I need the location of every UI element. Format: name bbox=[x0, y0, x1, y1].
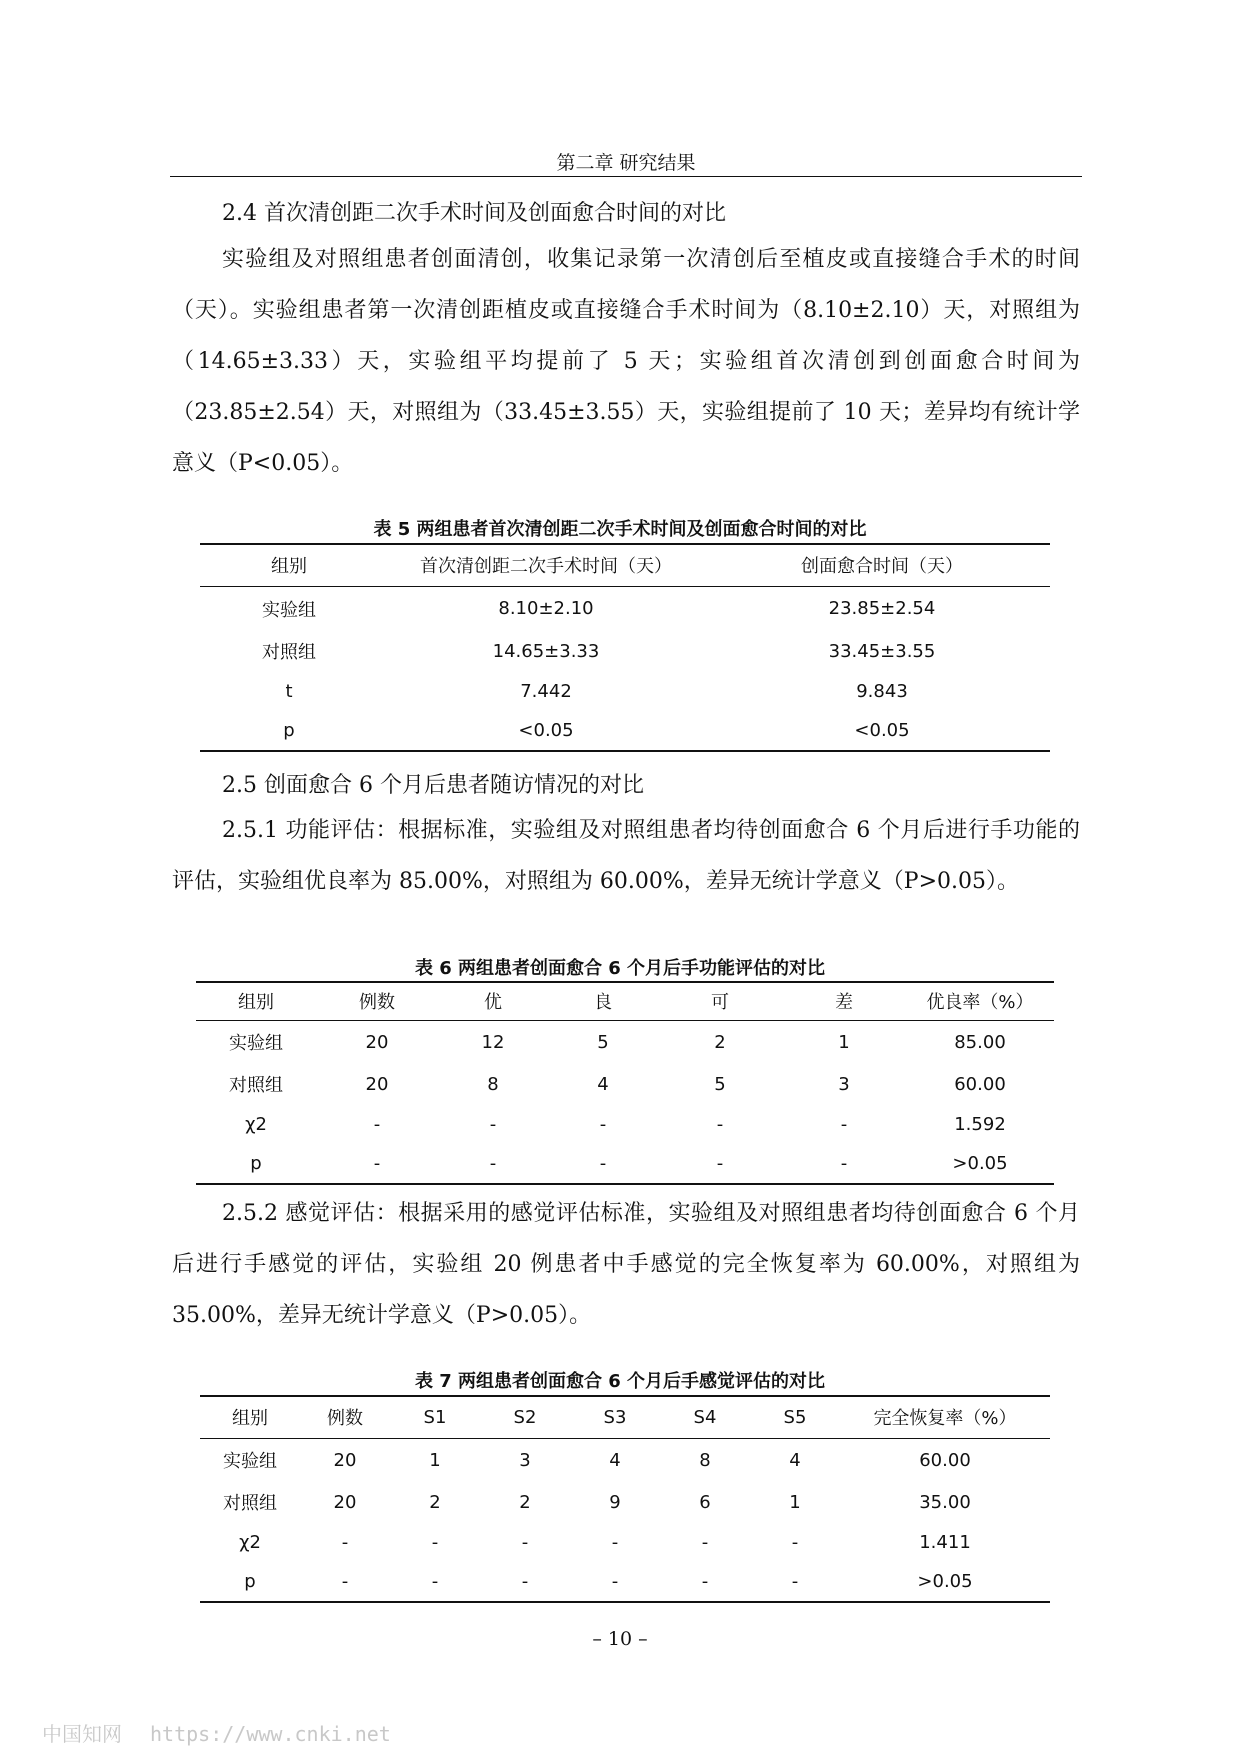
table-cell: 5 bbox=[597, 1031, 609, 1053]
table-cell: 9 bbox=[609, 1491, 621, 1513]
table-6-header-cell: 优 bbox=[438, 982, 548, 1020]
table-7-header-cell: 完全恢复率（%） bbox=[840, 1396, 1050, 1438]
table-cell: 20 bbox=[365, 1073, 389, 1095]
table-6-header-cell: 差 bbox=[782, 982, 906, 1020]
table-5-header-row bbox=[200, 544, 1050, 586]
page-number: – 10 – bbox=[592, 1628, 648, 1650]
table-cell: - bbox=[701, 1531, 709, 1553]
table-cell: - bbox=[431, 1571, 439, 1592]
table-row bbox=[196, 1064, 1054, 1104]
table-7-caption: 表 7 两组患者创面愈合 6 个月后手感觉评估的对比 bbox=[414, 1371, 826, 1392]
table-cell: 8 bbox=[487, 1073, 499, 1095]
table-7-header-cell: 组别 bbox=[200, 1396, 300, 1438]
running-header: 第二章 研究结果 bbox=[556, 152, 696, 174]
table-5 bbox=[200, 543, 1050, 752]
table-row bbox=[200, 631, 1050, 671]
table-cell: 实验组 bbox=[229, 1033, 283, 1055]
table-cell: - bbox=[599, 1113, 607, 1135]
table-7-header-cell: S5 bbox=[750, 1396, 840, 1438]
table-cell: 实验组 bbox=[223, 1451, 277, 1473]
table-cell: p bbox=[250, 1153, 262, 1174]
table-cell: 12 bbox=[481, 1031, 505, 1053]
table-5-caption: 表 5 两组患者首次清创距二次手术时间及创面愈合时间的对比 bbox=[373, 519, 867, 540]
table-cell: - bbox=[701, 1571, 709, 1592]
table-cell: 23.85±2.54 bbox=[828, 598, 936, 620]
table-cell: χ2 bbox=[239, 1531, 261, 1553]
table-6-header-cell: 良 bbox=[548, 982, 658, 1020]
paragraph-2-5-2: 2.5.2 感觉评估：根据采用的感觉评估标准，实验组及对照组患者均待创面愈合 6 个月后进行手感觉的评估，实验组 20 例患者中手感觉的完全恢复率为 60.00%，对照组为 35.00%，差异无统计学意义（P>0.05）。 bbox=[172, 1201, 1080, 1328]
table-cell: - bbox=[791, 1531, 799, 1553]
table-row bbox=[200, 1438, 1050, 1482]
table-cell: - bbox=[373, 1153, 381, 1174]
table-cell: χ2 bbox=[245, 1113, 267, 1135]
section-heading-2-4: 2.4 首次清创距二次手术时间及创面愈合时间的对比 bbox=[222, 201, 726, 226]
table-cell: >0.05 bbox=[917, 1571, 973, 1592]
table-cell: 8.10±2.10 bbox=[498, 598, 594, 620]
section-heading-2-5: 2.5 创面愈合 6 个月后患者随访情况的对比 bbox=[222, 773, 644, 798]
table-cell: - bbox=[341, 1571, 349, 1592]
table-cell: 1 bbox=[429, 1449, 441, 1471]
table-cell: 3 bbox=[838, 1073, 850, 1095]
table-cell: - bbox=[840, 1153, 848, 1174]
table-cell: 33.45±3.55 bbox=[828, 640, 936, 662]
table-cell: t bbox=[285, 680, 293, 702]
table-cell: 7.442 bbox=[520, 680, 572, 702]
table-cell: 实验组 bbox=[262, 599, 316, 621]
table-cell: 1.592 bbox=[954, 1113, 1006, 1135]
table-cell: 4 bbox=[609, 1449, 621, 1471]
table-6-header-row bbox=[196, 982, 1054, 1020]
table-cell: 2 bbox=[519, 1491, 531, 1513]
table-cell: - bbox=[716, 1113, 724, 1135]
table-cell: <0.05 bbox=[854, 720, 910, 741]
table-cell: - bbox=[611, 1571, 619, 1592]
table-row bbox=[200, 1562, 1050, 1602]
table-cell: - bbox=[521, 1571, 529, 1592]
table-7-header-row bbox=[200, 1396, 1050, 1438]
table-cell: 85.00 bbox=[954, 1031, 1006, 1053]
table-cell: 20 bbox=[365, 1031, 389, 1053]
table-row bbox=[196, 1020, 1054, 1064]
table-cell: 60.00 bbox=[954, 1073, 1006, 1095]
table-row bbox=[200, 1482, 1050, 1522]
table-cell: 对照组 bbox=[262, 642, 316, 663]
table-5-header-cell: 组别 bbox=[200, 544, 378, 586]
table-6-caption: 表 6 两组患者创面愈合 6 个月后手功能评估的对比 bbox=[414, 958, 826, 979]
table-row bbox=[200, 671, 1050, 711]
table-cell: 对照组 bbox=[223, 1493, 277, 1514]
table-row bbox=[200, 711, 1050, 751]
table-cell: >0.05 bbox=[952, 1153, 1008, 1174]
watermark-site-name: 中国知网 bbox=[42, 1722, 122, 1746]
table-cell: 9.843 bbox=[856, 680, 908, 702]
table-cell: 4 bbox=[789, 1449, 801, 1471]
table-7 bbox=[200, 1395, 1050, 1603]
paragraph-2-5-1: 2.5.1 功能评估：根据标准，实验组及对照组患者均待创面愈合 6 个月后进行手功能的评估，实验组优良率为 85.00%，对照组为 60.00%，差异无统计学意义（P>0.05）。 bbox=[172, 818, 1080, 894]
table-cell: - bbox=[791, 1571, 799, 1592]
table-cell: 20 bbox=[333, 1491, 357, 1513]
table-cell: - bbox=[341, 1531, 349, 1553]
table-7-header-cell: S2 bbox=[480, 1396, 570, 1438]
watermark-url: https://www.cnki.net bbox=[150, 1722, 391, 1746]
table-cell: 2 bbox=[429, 1491, 441, 1513]
table-row bbox=[200, 586, 1050, 631]
table-row bbox=[196, 1104, 1054, 1144]
table-cell: 3 bbox=[519, 1449, 531, 1471]
table-cell: - bbox=[489, 1153, 497, 1174]
table-row bbox=[196, 1144, 1054, 1184]
table-row bbox=[200, 1522, 1050, 1562]
table-cell: - bbox=[599, 1153, 607, 1174]
table-cell: 35.00 bbox=[919, 1491, 971, 1513]
table-cell: 60.00 bbox=[919, 1449, 971, 1471]
table-6-header-cell: 例数 bbox=[316, 982, 438, 1020]
table-7-header-cell: S4 bbox=[660, 1396, 750, 1438]
table-cell: 6 bbox=[699, 1491, 711, 1513]
table-cell: 对照组 bbox=[229, 1075, 283, 1096]
table-cell: 4 bbox=[597, 1073, 609, 1095]
table-cell: 8 bbox=[699, 1449, 711, 1471]
table-cell: 5 bbox=[714, 1073, 726, 1095]
paragraph-2-4: 实验组及对照组患者创面清创，收集记录第一次清创后至植皮或直接缝合手术的时间（天）。实验组患者第一次清创距植皮或直接缝合手术时间为（8.10±2.10）天，对照组为（14.65±3.33）天，实验组平均提前了 5 天；实验组首次清创到创面愈合时间为（23.85±2.54）天，对照组为（33.45±3.55）天，实验组提前了 10 天；差异均有统计学意义（P<0.05）。 bbox=[172, 247, 1080, 476]
table-7-header-cell: S3 bbox=[570, 1396, 660, 1438]
table-6 bbox=[196, 981, 1054, 1185]
table-cell: 14.65±3.33 bbox=[492, 640, 600, 662]
table-cell: 1.411 bbox=[919, 1531, 971, 1553]
table-cell: - bbox=[489, 1113, 497, 1135]
table-cell: - bbox=[521, 1531, 529, 1553]
cnki-watermark bbox=[42, 1718, 391, 1747]
table-cell: 1 bbox=[838, 1031, 850, 1053]
table-cell: p bbox=[283, 720, 295, 741]
table-6-header-cell: 优良率（%） bbox=[906, 982, 1054, 1020]
table-cell: 1 bbox=[789, 1491, 801, 1513]
table-cell: 2 bbox=[714, 1031, 726, 1053]
table-cell: - bbox=[431, 1531, 439, 1553]
table-5-header-cell: 创面愈合时间（天） bbox=[714, 544, 1050, 586]
table-6-header-cell: 组别 bbox=[196, 982, 316, 1020]
header-rule bbox=[170, 176, 1082, 177]
table-5-header-cell: 首次清创距二次手术时间（天） bbox=[378, 544, 714, 586]
table-7-header-cell: 例数 bbox=[300, 1396, 390, 1438]
table-cell: - bbox=[840, 1113, 848, 1135]
table-cell: - bbox=[373, 1113, 381, 1135]
table-cell: - bbox=[716, 1153, 724, 1174]
table-7-header-cell: S1 bbox=[390, 1396, 480, 1438]
table-cell: <0.05 bbox=[518, 720, 574, 741]
table-cell: - bbox=[611, 1531, 619, 1553]
table-6-header-cell: 可 bbox=[658, 982, 782, 1020]
table-cell: p bbox=[244, 1571, 256, 1592]
table-cell: 20 bbox=[333, 1449, 357, 1471]
